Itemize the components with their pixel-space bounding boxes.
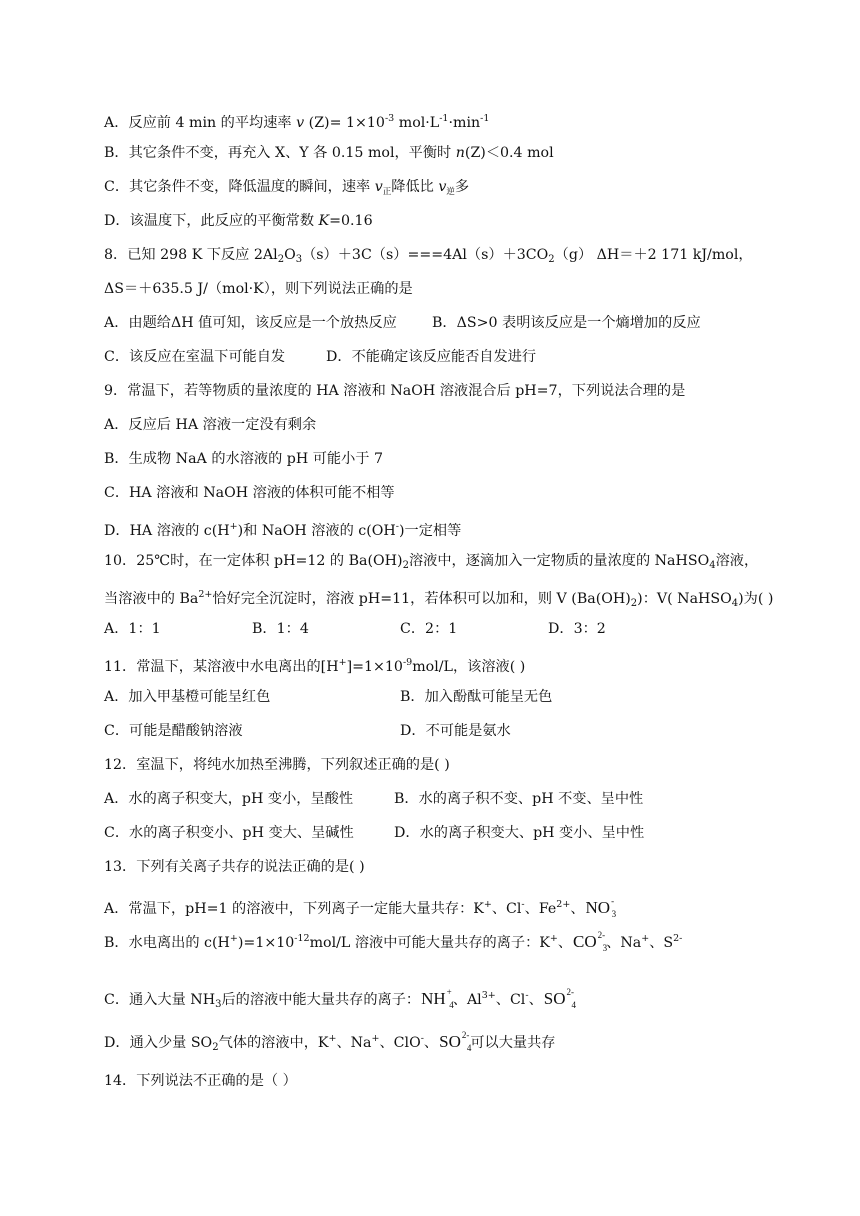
nitrate-ion: NO- 3 xyxy=(585,896,617,919)
sulfate-ion: $SO^{2-}$ 4 xyxy=(543,987,576,1010)
q9-stem: 9．常温下，若等物质的量浓度的 HA 溶液和 NaOH 溶液混合后 pH=7，下列说法合理的是 xyxy=(104,383,686,399)
q9-option-a: A．反应后 HA 溶液一定没有剩余 xyxy=(104,417,317,433)
q12-option-d: D．水的离子积变大、pH 变小、呈中性 xyxy=(394,825,645,841)
q8-option-c: C．该反应在室温下可能自发 xyxy=(104,349,286,365)
q11-option-d: D．不可能是氨水 xyxy=(400,723,511,739)
q11-option-b: B．加入酚酞可能呈无色 xyxy=(400,689,553,705)
q10-option-b: B．1：4 xyxy=(252,621,309,637)
q8-option-b: B．ΔS>0 表明该反应是一个熵增加的反应 xyxy=(432,315,701,331)
ammonium-ion: NH+ 4 xyxy=(421,987,454,1010)
carbonate-ion: $CO^{2-}$ 3 xyxy=(573,930,608,953)
q9-option-d: D．HA 溶液的 c(H+)和 NaOH 溶液的 c(OH-)一定相等 xyxy=(104,521,462,539)
q7-option-a: A．反应前 4 min 的平均速率 v $(Z)= 1\times 10^{-3}$ $mol\cdot L^{-1}\cdot\min^{-1}$ xyxy=(104,113,490,131)
q10-options xyxy=(104,620,606,638)
q12-options-ab xyxy=(104,790,644,808)
q13-option-d: D．通入少量 $SO_2$气体的溶液中，K+、Na+、ClO-、$SO^{2-}$ 4 可以大量共存 xyxy=(104,1030,556,1053)
q7-option-b: B．其它条件不变，再充入 X、Y 各 0.15 mol，平衡时 n(Z)＜0.4 mol xyxy=(104,145,554,161)
q12-option-b: B．水的离子积不变、pH 不变、呈中性 xyxy=(394,791,644,807)
q13-stem: 13．下列有关离子共存的说法正确的是( ) xyxy=(104,859,365,875)
q10-stem-line1: 10．25℃时，在一定体积 pH=12 的 $Ba(OH)_2$溶液中，逐滴加入一定物质的量浓度的 NaHSO$_4$溶液， xyxy=(104,553,759,571)
q12-options-cd xyxy=(104,824,645,842)
q12-stem: 12．室温下，将纯水加热至沸腾，下列叙述正确的是( ) xyxy=(104,757,450,773)
q13-option-c: C．通入大量 $NH_3$后的溶液中能大量共存的离子：NH+ 4 、$Al^{3+}$、Cl-、$SO^{2-}$ 4 xyxy=(104,987,576,1010)
q10-option-d: D．3：2 xyxy=(548,621,606,637)
q13-option-a: A．常温下，pH=1 的溶液中，下列离子一定能大量共存：K+、Cl-、$Fe^{2+}$、NO- 3 xyxy=(104,896,617,919)
q11-options-ab xyxy=(104,688,553,706)
q12-option-c: C．水的离子积变小、pH 变大、呈碱性 xyxy=(104,825,354,841)
q8-option-d: D．不能确定该反应能否自发进行 xyxy=(326,349,537,365)
q8-options-ab xyxy=(104,314,701,332)
q7-option-c: C．其它条件不变，降低温度的瞬间，速率 $v_正$降低比 $v_逆$多 xyxy=(104,179,470,197)
q7-option-d: D．该温度下，此反应的平衡常数 K=0.16 xyxy=(104,213,373,229)
q11-option-a: A．加入甲基橙可能呈红色 xyxy=(104,689,271,705)
q10-option-c: C．2：1 xyxy=(400,621,458,637)
q11-stem: 11．常温下，某溶液中水电离出的$[H^+]=1\times 10^{-9}mol/L$，该溶液( ) xyxy=(104,657,526,675)
q8-options-cd xyxy=(104,348,537,366)
sulfate-ion: $SO^{2-}$ 4 xyxy=(439,1030,472,1053)
q10-stem-line2: 当溶液中的 $Ba^{2+}$恰好完全沉淀时，溶液 pH=11，若体积可以加和，则 V $(Ba(OH)_2)$：V( NaHSO$_4$)为( ) xyxy=(104,589,774,609)
q12-option-a: A．水的离子积变大，pH 变小，呈酸性 xyxy=(104,791,354,807)
q8-option-a: A．由题给ΔH 值可知，该反应是一个放热反应 xyxy=(104,315,397,331)
q10-option-a: A．1：1 xyxy=(104,621,161,637)
q13-option-b: B．水电离出的 $c(H^+)=1\times 10^{-12}mol/L$ 溶液中可能大量共存的离子：K+、$CO^{2-}$ 3 、Na+、$S^{2-}$ xyxy=(104,930,683,953)
q8-stem-line2: ΔS＝＋635.5 J/（mol·K），则下列说法正确的是 xyxy=(104,281,413,297)
q14-stem: 14．下列说法不正确的是（ ） xyxy=(104,1073,297,1089)
q9-option-c: C．HA 溶液和 NaOH 溶液的体积可能不相等 xyxy=(104,485,395,501)
q11-option-c: C．可能是醋酸钠溶液 xyxy=(104,723,243,739)
q8-stem-line1: 8．已知 298 K 下反应 $2Al_2O_3(s)+3C(s)===4Al(s)+3CO_2(g)$ ΔH＝＋2 171 kJ/mol， xyxy=(104,247,753,265)
q9-option-b: B．生成物 NaA 的水溶液的 pH 可能小于 7 xyxy=(104,451,384,467)
q11-options-cd xyxy=(104,722,511,740)
